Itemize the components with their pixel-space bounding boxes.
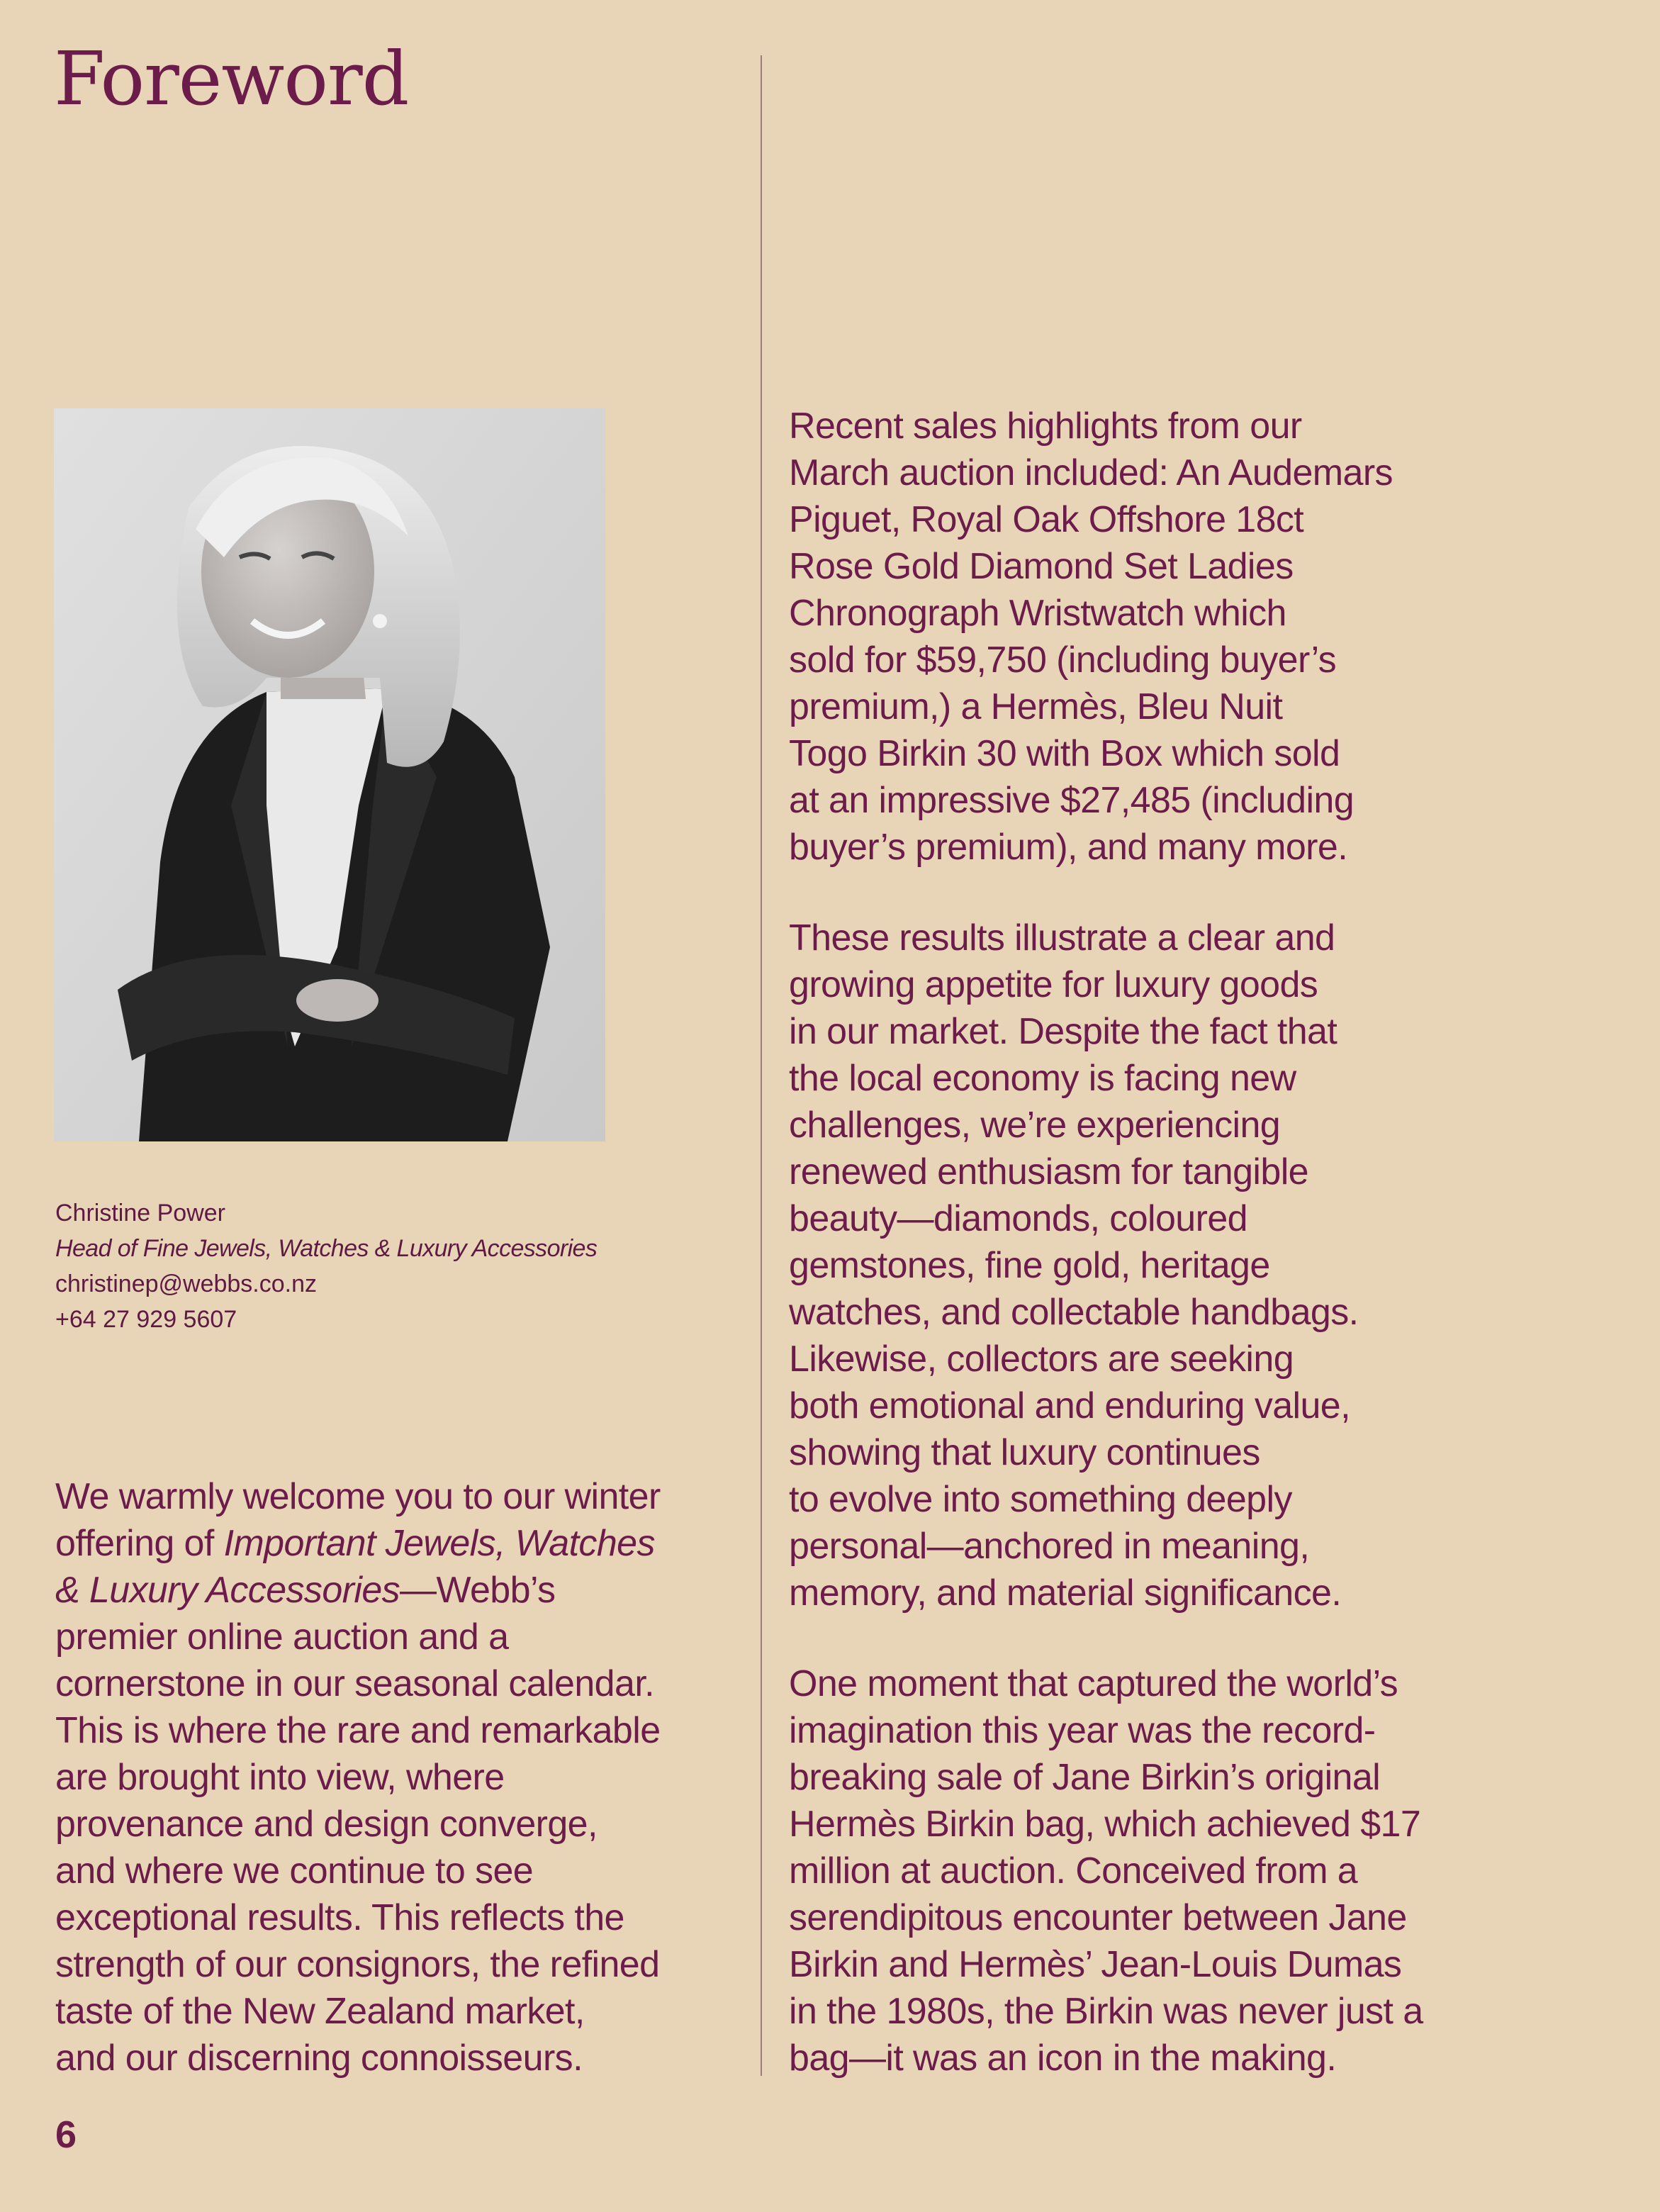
text-line: Recent sales highlights from our: [789, 406, 1302, 447]
text-line: One moment that captured the world’s: [789, 1663, 1398, 1704]
market-trends-paragraph: [789, 915, 1359, 1616]
text-line: Hermès Birkin bag, which achieved $17: [789, 1804, 1421, 1845]
page-number: 6: [55, 2113, 77, 2156]
text-line: cornerstone in our seasonal calendar.: [55, 1663, 655, 1704]
contact-phone[interactable]: +64 27 929 5607: [55, 1306, 237, 1333]
portrait-photo: [54, 408, 605, 1141]
text-line: to evolve into something deeply: [789, 1479, 1292, 1520]
text-line: Piguet, Royal Oak Offshore 18ct: [789, 499, 1304, 540]
text-line: bag—it was an icon in the making.: [789, 2038, 1337, 2079]
catalogue-title: & Luxury Accessories: [55, 1570, 400, 1611]
contact-email[interactable]: christinep@webbs.co.nz: [55, 1270, 318, 1297]
welcome-paragraph: [55, 1473, 661, 2082]
text-line: premium,) a Hermès, Bleu Nuit: [789, 686, 1283, 727]
text-line: Chronograph Wristwatch which: [789, 593, 1286, 634]
contact-block: [55, 1195, 597, 1337]
text-line: taste of the New Zealand market,: [55, 1991, 585, 2032]
text-line: renewed enthusiasm for tangible: [789, 1151, 1308, 1192]
text-line: and our discerning connoisseurs.: [55, 2038, 583, 2079]
text-line: [55, 1520, 661, 1567]
text-line: provenance and design converge,: [55, 1804, 598, 1845]
text-line: at an impressive $27,485 (including: [789, 780, 1355, 821]
text-line: [55, 1567, 661, 1614]
text-line: This is where the rare and remarkable: [55, 1710, 661, 1751]
text-line: serendipitous encounter between Jane: [789, 1897, 1407, 1938]
text-line: premier online auction and a: [55, 1616, 509, 1658]
text-line: and where we continue to see: [55, 1850, 534, 1892]
text-line: showing that luxury continues: [789, 1432, 1260, 1473]
text-line: gemstones, fine gold, heritage: [789, 1245, 1270, 1286]
catalogue-title: Important Jewels, Watches: [223, 1523, 655, 1564]
sales-highlights-paragraph: [789, 403, 1393, 871]
text-line: Rose Gold Diamond Set Ladies: [789, 546, 1294, 587]
text-line: We warmly welcome you to our winter: [55, 1476, 661, 1517]
text-line: are brought into view, where: [55, 1757, 505, 1798]
text-fragment: —Webb’s: [400, 1570, 556, 1611]
text-line: both emotional and enduring value,: [789, 1385, 1350, 1426]
text-line: Togo Birkin 30 with Box which sold: [789, 733, 1340, 774]
text-line: breaking sale of Jane Birkin’s original: [789, 1757, 1381, 1798]
text-line: the local economy is facing new: [789, 1058, 1296, 1099]
text-line: watches, and collectable handbags.: [789, 1292, 1359, 1333]
text-line: March auction included: An Audemars: [789, 452, 1393, 493]
text-line: memory, and material significance.: [789, 1573, 1342, 1614]
text-line: growing appetite for luxury goods: [789, 964, 1318, 1005]
contact-role: Head of Fine Jewels, Watches & Luxury Accessories: [55, 1235, 598, 1262]
text-line: challenges, we’re experiencing: [789, 1105, 1281, 1146]
text-line: personal—anchored in meaning,: [789, 1526, 1310, 1567]
contact-name: Christine Power: [55, 1200, 225, 1227]
text-line: sold for $59,750 (including buyer’s: [789, 639, 1337, 681]
text-fragment: offering of: [55, 1523, 224, 1564]
text-line: buyer’s premium), and many more.: [789, 827, 1348, 868]
text-line: strength of our consignors, the refined: [55, 1944, 660, 1985]
text-line: in the 1980s, the Birkin was never just a: [789, 1991, 1423, 2032]
text-line: in our market. Despite the fact that: [789, 1011, 1337, 1052]
text-line: imagination this year was the record-: [789, 1710, 1376, 1751]
text-line: Birkin and Hermès’ Jean-Louis Dumas: [789, 1944, 1402, 1985]
portrait-icon: [54, 408, 605, 1141]
page-title: Foreword: [54, 35, 409, 122]
text-line: These results illustrate a clear and: [789, 917, 1335, 959]
text-line: beauty—diamonds, coloured: [789, 1198, 1247, 1239]
text-line: exceptional results. This reflects the: [55, 1897, 624, 1938]
column-divider: [761, 55, 762, 2076]
text-line: million at auction. Conceived from a: [789, 1850, 1358, 1892]
text-line: Likewise, collectors are seeking: [789, 1339, 1294, 1380]
birkin-paragraph: [789, 1660, 1423, 2082]
